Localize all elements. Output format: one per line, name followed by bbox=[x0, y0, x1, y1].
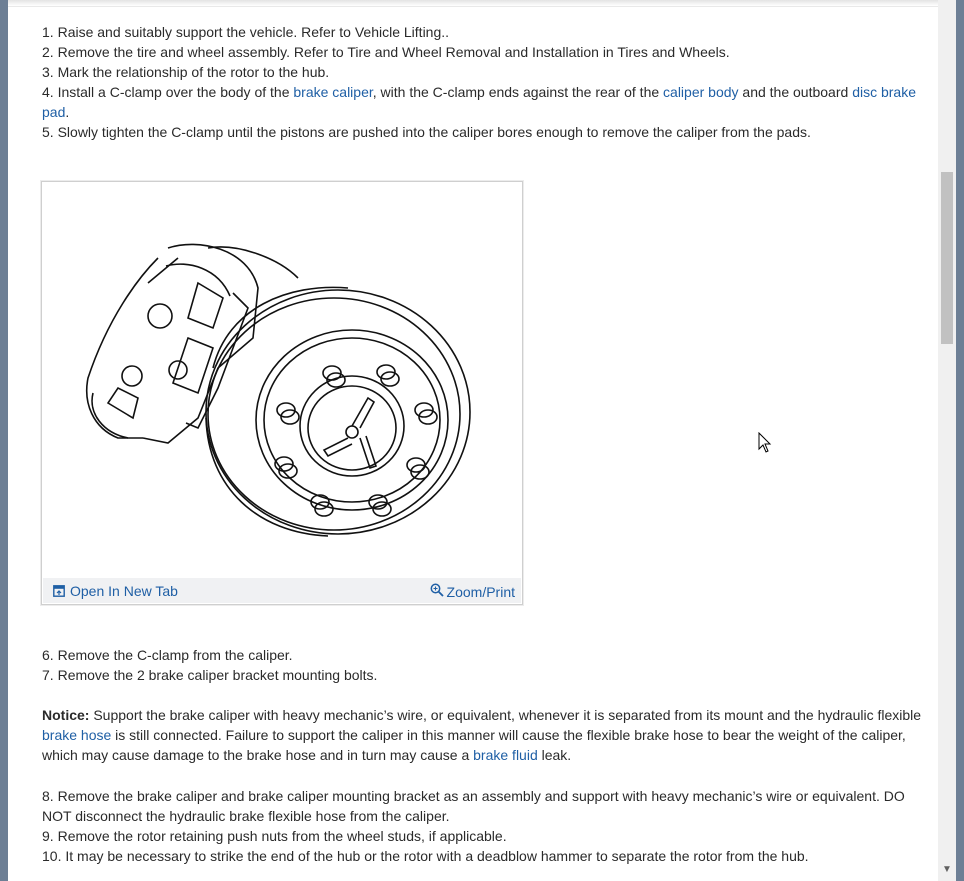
header-shadow bbox=[8, 0, 938, 7]
step-9: 9. Remove the rotor retaining push nuts from the wheel studs, if applicable. bbox=[42, 828, 507, 844]
open-in-new-tab-label: Open In New Tab bbox=[70, 583, 178, 599]
step-4: 4. Install a C-clamp over the body of the brake caliper, with the C-clamp ends against the rear of the caliper body and the outboard disc brake pad. bbox=[42, 84, 916, 120]
link-disc-brake-pad[interactable]: disc brake pad bbox=[42, 84, 916, 120]
step-3: 3. Mark the relationship of the rotor to the hub. bbox=[42, 64, 330, 80]
figure-box bbox=[41, 181, 523, 605]
step-7: 7. Remove the 2 brake caliper bracket mounting bolts. bbox=[42, 667, 378, 683]
scroll-down-arrow-icon[interactable]: ▼ bbox=[942, 864, 952, 875]
step-8: 8. Remove the brake caliper and brake caliper mounting bracket as an assembly and support with heavy mechanic’s wire or equivalent. DO NOT disconnect the hydraulic brake flexible hose from the caliper. bbox=[42, 788, 905, 824]
content-pane bbox=[8, 0, 938, 881]
open-in-new-tab-icon bbox=[53, 584, 65, 596]
step-6: 6. Remove the C-clamp from the caliper. bbox=[42, 647, 293, 663]
window-right-border bbox=[956, 0, 964, 881]
step-5: 5. Slowly tighten the C-clamp until the pistons are pushed into the caliper bores enough to remove the caliper from the pads. bbox=[42, 124, 811, 140]
open-in-new-tab-link[interactable] bbox=[53, 583, 178, 599]
step-10: 10. It may be necessary to strike the end of the hub or the rotor with a deadblow hammer to separate the rotor from the hub. bbox=[42, 848, 809, 864]
zoom-print-label: Zoom/Print bbox=[446, 584, 515, 600]
magnifier-icon bbox=[430, 583, 444, 597]
steps-mid bbox=[42, 645, 928, 685]
vertical-scrollbar[interactable] bbox=[938, 0, 956, 881]
step-2: 2. Remove the tire and wheel assembly. Refer to Tire and Wheel Removal and Installation in Tires and Wheels. bbox=[42, 44, 730, 60]
scrollbar-thumb[interactable] bbox=[941, 172, 953, 344]
figure-toolbar bbox=[43, 578, 521, 603]
step-1: 1. Raise and suitably support the vehicle. Refer to Vehicle Lifting.. bbox=[42, 24, 450, 40]
steps-top bbox=[42, 22, 928, 142]
link-brake-caliper[interactable]: brake caliper bbox=[293, 84, 373, 100]
zoom-print-link[interactable] bbox=[430, 583, 515, 600]
link-brake-fluid[interactable]: brake fluid bbox=[473, 747, 538, 763]
brake-rotor-caliper-illustration bbox=[48, 188, 516, 578]
notice-label: Notice: bbox=[42, 707, 90, 723]
notice-block: Notice: Support the brake caliper with heavy mechanic’s wire, or equivalent, whenever it is separated from its mount and the hydraulic flexible brake hose is still connected. Failure to support the caliper in this manner will cause the flexible brake hose to bear the weight of the caliper, which may cause damage to the brake hose and in turn may cause a brake fluid leak. bbox=[42, 707, 922, 763]
link-brake-hose[interactable]: brake hose bbox=[42, 727, 112, 743]
link-caliper-body[interactable]: caliper body bbox=[663, 84, 739, 100]
steps-bottom bbox=[42, 786, 928, 866]
window-left-border bbox=[0, 0, 8, 881]
mouse-cursor-icon bbox=[758, 432, 772, 459]
